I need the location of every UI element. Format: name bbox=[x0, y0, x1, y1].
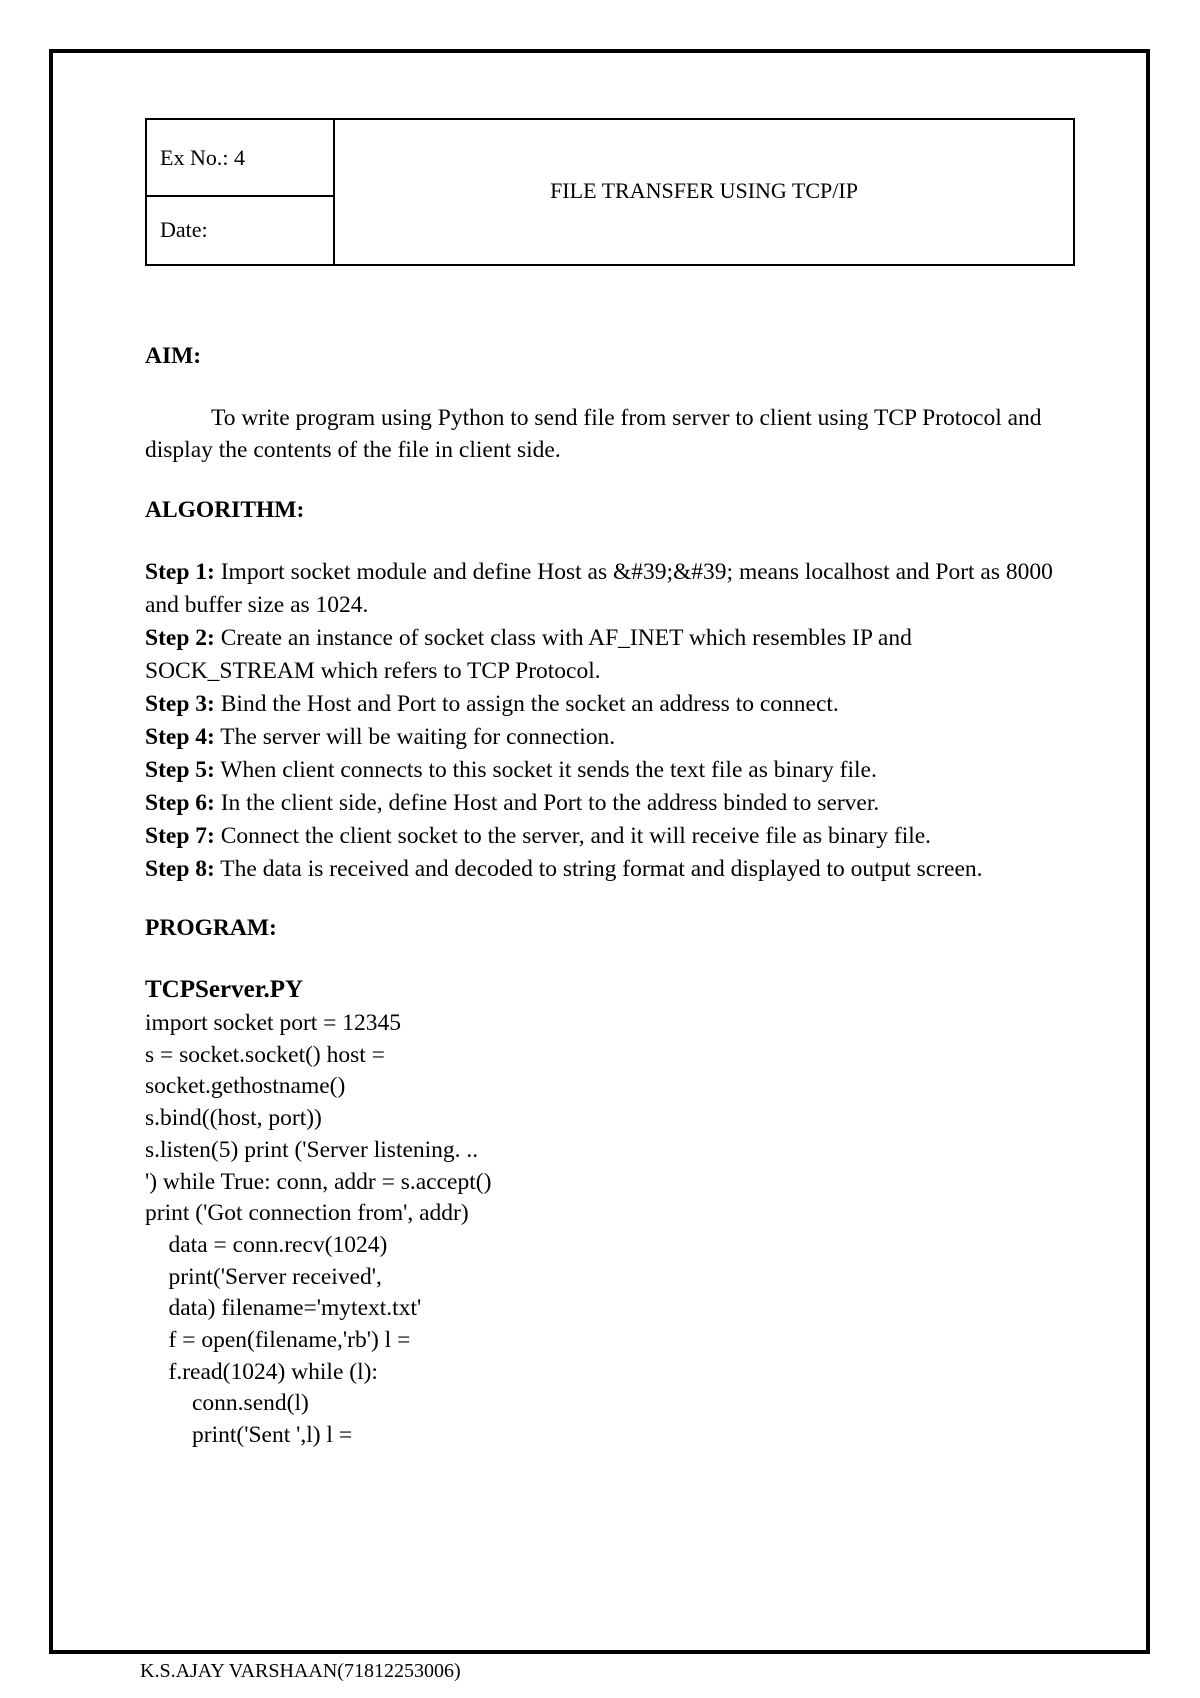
step-label: Step 6: bbox=[145, 790, 215, 816]
algorithm-step bbox=[145, 688, 1055, 721]
step-text: In the client side, define Host and Port to the address binded to server. bbox=[214, 790, 880, 816]
header-table bbox=[145, 118, 1075, 266]
code-line: print('Server received', bbox=[145, 1263, 382, 1290]
step-label: Step 4: bbox=[145, 724, 215, 750]
code-line: f = open(filename,'rb') l = bbox=[145, 1327, 411, 1354]
program-code bbox=[145, 1008, 1055, 1452]
step-text: Import socket module and define Host as &#39;&#39; means localhost and Port as 8000 and buffer size as 1024. bbox=[145, 559, 1053, 618]
algorithm-steps bbox=[145, 556, 1055, 886]
step-text: Create an instance of socket class with AF_INET which resembles IP and SOCK_STREAM which refers to TCP Protocol. bbox=[145, 625, 912, 684]
footer-author: K.S.AJAY VARSHAAN(71812253006) bbox=[140, 1660, 461, 1682]
step-text: The server will be waiting for connection. bbox=[214, 724, 616, 750]
document-body bbox=[145, 340, 1055, 1452]
code-line: s.bind((host, port)) bbox=[145, 1105, 322, 1132]
step-label: Step 2: bbox=[145, 625, 215, 651]
code-line: s.listen(5) print ('Server listening. .. bbox=[145, 1136, 479, 1163]
code-line: print ('Got connection from', addr) bbox=[145, 1200, 469, 1227]
step-text: The data is received and decoded to string format and displayed to output screen. bbox=[214, 856, 983, 882]
aim-heading: AIM: bbox=[145, 343, 202, 369]
code-line: import socket port = 12345 bbox=[145, 1010, 402, 1036]
exercise-title: FILE TRANSFER USING TCP/IP bbox=[550, 178, 858, 203]
algorithm-step bbox=[145, 622, 1055, 688]
step-text: Bind the Host and Port to assign the socket an address to connect. bbox=[214, 691, 839, 717]
algorithm-step bbox=[145, 754, 1055, 787]
step-label: Step 1: bbox=[145, 559, 215, 585]
algorithm-step bbox=[145, 556, 1055, 622]
aim-text: To write program using Python to send file from server to client using TCP Protocol and display the contents of the file in client side. bbox=[145, 405, 1042, 463]
algorithm-step bbox=[145, 721, 1055, 754]
step-label: Step 8: bbox=[145, 856, 215, 882]
code-line: data) filename='mytext.txt' bbox=[145, 1295, 422, 1322]
step-text: Connect the client socket to the server, and it will receive file as binary file. bbox=[214, 823, 932, 849]
program-file-title: TCPServer.PY bbox=[145, 976, 304, 1003]
algorithm-heading: ALGORITHM: bbox=[145, 497, 305, 523]
step-label: Step 3: bbox=[145, 691, 215, 717]
step-label: Step 5: bbox=[145, 757, 215, 783]
exercise-number: Ex No.: 4 bbox=[147, 120, 333, 197]
algorithm-step bbox=[145, 787, 1055, 820]
code-line: ') while True: conn, addr = s.accept() bbox=[145, 1168, 492, 1195]
code-line: conn.send(l) bbox=[145, 1390, 309, 1417]
program-heading: PROGRAM: bbox=[145, 915, 277, 941]
algorithm-step bbox=[145, 853, 1055, 886]
date-field: Date: bbox=[160, 217, 208, 242]
code-line: print('Sent ',l) l = bbox=[145, 1422, 353, 1449]
algorithm-step bbox=[145, 820, 1055, 853]
step-text: When client connects to this socket it sends the text file as binary file. bbox=[214, 757, 877, 783]
header-left-cell bbox=[147, 120, 335, 264]
step-label: Step 7: bbox=[145, 823, 215, 849]
code-line: data = conn.recv(1024) bbox=[145, 1231, 388, 1258]
code-line: s = socket.socket() host = bbox=[145, 1041, 385, 1068]
code-line: f.read(1024) while (l): bbox=[145, 1358, 378, 1385]
code-line: socket.gethostname() bbox=[145, 1073, 346, 1100]
